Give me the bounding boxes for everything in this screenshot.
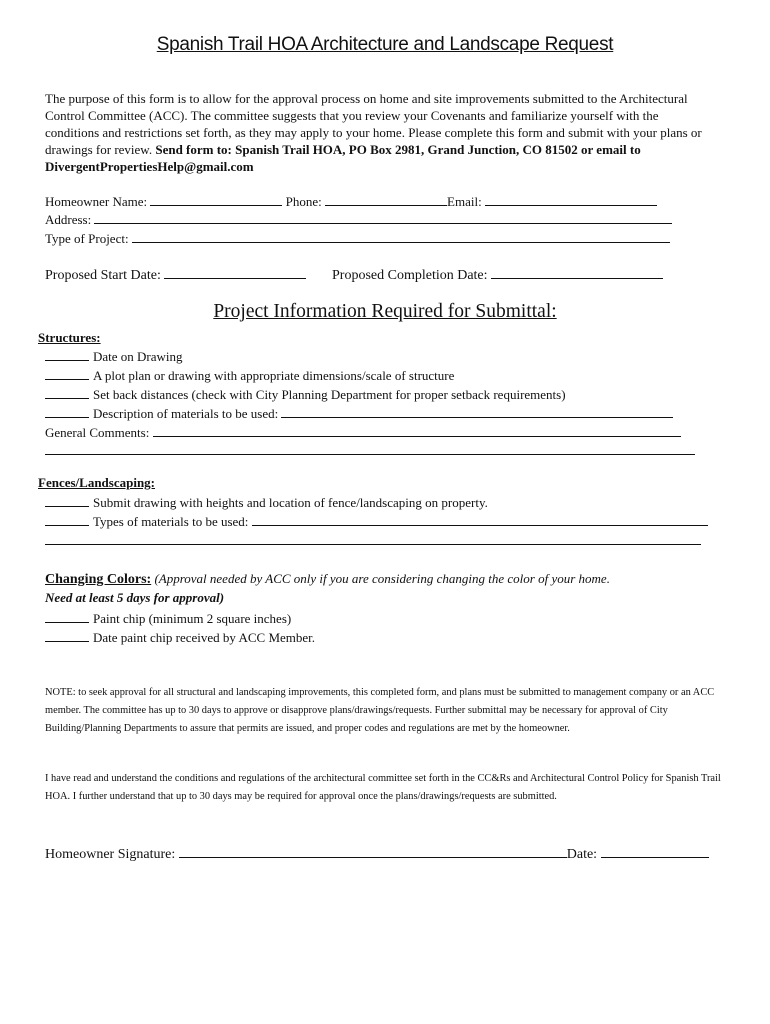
- signature-field[interactable]: [179, 845, 567, 858]
- project-type-field[interactable]: [132, 230, 670, 243]
- address-row: [45, 211, 672, 228]
- fences-item: [45, 513, 708, 530]
- email-field[interactable]: [485, 193, 657, 206]
- colors-item: [45, 629, 315, 646]
- colors-note: (Approval needed by ACC only if you are considering changing the color of your home.: [154, 571, 610, 586]
- item-label: Types of materials to be used:: [93, 514, 249, 529]
- checkbox-blank[interactable]: [45, 367, 89, 380]
- signature-row: [45, 845, 709, 863]
- item-label: Paint chip (minimum 2 square inches): [93, 611, 292, 626]
- fence-materials-line-2[interactable]: [45, 532, 701, 545]
- structures-item: [45, 386, 566, 403]
- signature-label: Homeowner Signature:: [45, 847, 176, 862]
- completion-date-field[interactable]: [491, 266, 663, 279]
- checkbox-blank[interactable]: [45, 494, 89, 507]
- fence-materials-field[interactable]: [252, 513, 708, 526]
- homeowner-row: [45, 193, 657, 210]
- general-comments-field[interactable]: [153, 424, 681, 437]
- general-comments-line-2[interactable]: [45, 442, 695, 455]
- checkbox-blank[interactable]: [45, 348, 89, 361]
- completion-date-label: Proposed Completion Date:: [332, 268, 488, 283]
- item-label: Description of materials to be used:: [93, 406, 279, 421]
- date-field[interactable]: [601, 845, 709, 858]
- colors-bold-note: Need at least 5 days for approval): [45, 590, 225, 605]
- materials-field[interactable]: [281, 405, 673, 418]
- note-approval: NOTE: to seek approval for all structural and landscaping improvements, this completed form, and plans must be submitted to management company or an ACC member. The committee has up to 30 days to approve or disapprove plans/drawings/requests. Further submittal may be necessary for approval of City Building/Planning Departments to assure that permits are issued, and proper codes and regulations are met by the homeowner.: [45, 687, 715, 734]
- checkbox-blank[interactable]: [45, 513, 89, 526]
- section-title: Project Information Required for Submittal:: [213, 301, 557, 322]
- date-label: Date:: [566, 847, 598, 862]
- item-label: Submit drawing with heights and location of fence/landscaping on property.: [93, 495, 488, 510]
- intro-paragraph: [45, 90, 705, 175]
- project-type-label: Type of Project:: [45, 231, 129, 246]
- structures-item: [45, 367, 454, 384]
- colors-item: [45, 610, 291, 627]
- address-field[interactable]: [94, 211, 672, 224]
- item-label: Date on Drawing: [93, 349, 183, 364]
- project-type-row: [45, 230, 670, 247]
- fences-heading: Fences/Landscaping:: [38, 475, 156, 490]
- item-label: Date paint chip received by ACC Member.: [93, 630, 316, 645]
- start-date-label: Proposed Start Date:: [45, 268, 161, 283]
- note-acknowledgement: I have read and understand the conditions and regulations of the architectural committee set forth in the CC&Rs and Architectural Control Policy for Spanish Trail HOA. I further understand that up to 30 days may be required for approval once the plans/drawings/requests are submitted.: [45, 773, 721, 802]
- general-comments-row: [45, 424, 681, 441]
- item-label: A plot plan or drawing with appropriate dimensions/scale of structure: [93, 368, 455, 383]
- homeowner-name-label: Homeowner Name:: [45, 194, 148, 209]
- checkbox-blank[interactable]: [45, 610, 89, 623]
- general-comments-label: General Comments:: [45, 425, 150, 440]
- completion-date-row: [332, 266, 663, 284]
- phone-label: Phone:: [285, 194, 322, 209]
- page-title: Spanish Trail HOA Architecture and Landscape Request: [156, 34, 614, 55]
- start-date-row: [45, 266, 306, 284]
- checkbox-blank[interactable]: [45, 405, 89, 418]
- item-label: Set back distances (check with City Planning Department for proper setback requirements): [93, 387, 566, 402]
- structures-item: [45, 405, 673, 422]
- fences-item: [45, 494, 488, 511]
- address-label: Address:: [45, 212, 92, 227]
- homeowner-name-field[interactable]: [150, 193, 282, 206]
- start-date-field[interactable]: [164, 266, 306, 279]
- structures-heading: Structures:: [38, 330, 101, 345]
- colors-heading: Changing Colors:: [45, 572, 152, 587]
- colors-heading-row: [45, 571, 610, 588]
- checkbox-blank[interactable]: [45, 386, 89, 399]
- send-instructions: Send form to: Spanish Trail HOA, PO Box 2981, Grand Junction, CO 81502 or email to DivergentPropertiesHelp@gmail.com: [45, 142, 641, 174]
- intro-text: The purpose of this form is to allow for the approval process on home and site improvements submitted to the Architectural Control Committee (ACC). The committee suggests that you review your Covenants and familiarize yourself with the conditions and restrictions set forth, as they may apply to your home. Please complete this form and submit with your plans or drawings for review.: [45, 91, 702, 157]
- structures-item: [45, 348, 183, 365]
- email-label: Email:: [447, 194, 482, 209]
- phone-field[interactable]: [325, 193, 447, 206]
- checkbox-blank[interactable]: [45, 629, 89, 642]
